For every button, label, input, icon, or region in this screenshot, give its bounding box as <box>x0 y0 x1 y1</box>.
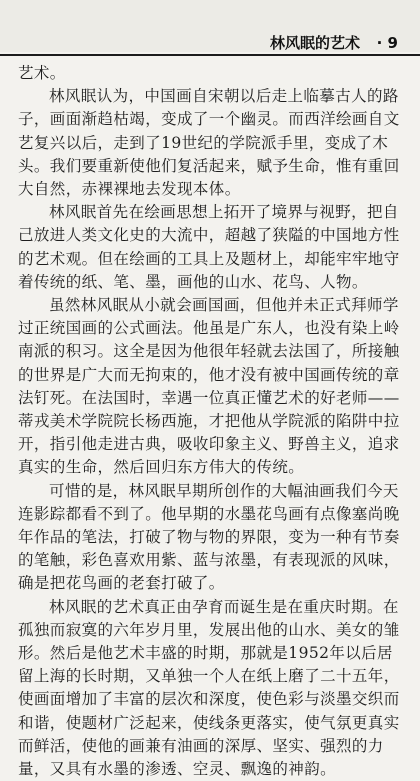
paragraph: 林风眠首先在绘画思想上拓开了境界与视野，把自己放进人类文化史的大流中，超越了狭隘的中国地方性的艺术观。但在绘画的工具上及题材上，却能牢牢地守着传统的纸、笔、墨，画他的山水、花鸟、人物。 <box>18 203 400 291</box>
paragraph: 林风眠认为，中国画自宋朝以后走上临摹古人的路子，画面渐趋枯竭，变成了一个幽灵。而西洋绘画自文艺复兴以后，走到了19世纪的学院派手里，变成了木头。我们要重新使他们复活起来，赋予生命，惟有重回大自然，赤裸裸地去发现本体。 <box>18 87 400 199</box>
running-head-title: 林风眠的艺术 <box>269 34 360 52</box>
page-header <box>0 0 420 52</box>
body-text <box>18 62 402 781</box>
paragraph: 林风眠的艺术真正由孕育而诞生是在重庆时期。在孤独而寂寞的六年岁月里，发展出他的山水、美女的雏形。然后是他艺术丰盛的时期，那就是1952年以后居留上海的长时期，又单独一个人在纸上磨了二十五年，使画面增加了丰富的层次和深度，使色彩与淡墨交织而和谐，使题材广泛起来，使线条更落实，使气氛更真实而鲜活，使他的画兼有油画的深厚、坚实、强烈的力量，又具有水墨的渗透、空灵、飘逸的神韵。 <box>18 597 400 779</box>
paragraph: 虽然林风眠从小就会画国画，但他并未正式拜师学过正统国画的公式画法。他虽是广东人，也没有染上岭南派的积习。这全是因为他很年轻就去法国了，所接触的世界是广大而无拘束的，他才没有被中国画传统的章法钉死。在法国时，幸遇一位真正懂艺术的好老师——蒂戎美术学院院长杨西施，才把他从学院派的陷阱中拉开，指引他走进古典，吸收印象主义、野兽主义，追求真实的生命，然后回归东方伟大的传统。 <box>18 296 400 477</box>
paragraph-continuation: 艺术。 <box>18 64 66 82</box>
paragraph: 可惜的是，林风眠早期所创作的大幅油画我们今天连影踪都看不到了。他早期的水墨花鸟画有点像塞尚晚年作品的笔法，打破了物与物的界限，变为一种有节奏的笔触，彩色喜欢用紫、蓝与浓墨，有表现派的风味，确是把花鸟画的老套打破了。 <box>18 481 400 593</box>
header-rule <box>0 54 420 56</box>
page-number: · 9 <box>376 34 398 52</box>
